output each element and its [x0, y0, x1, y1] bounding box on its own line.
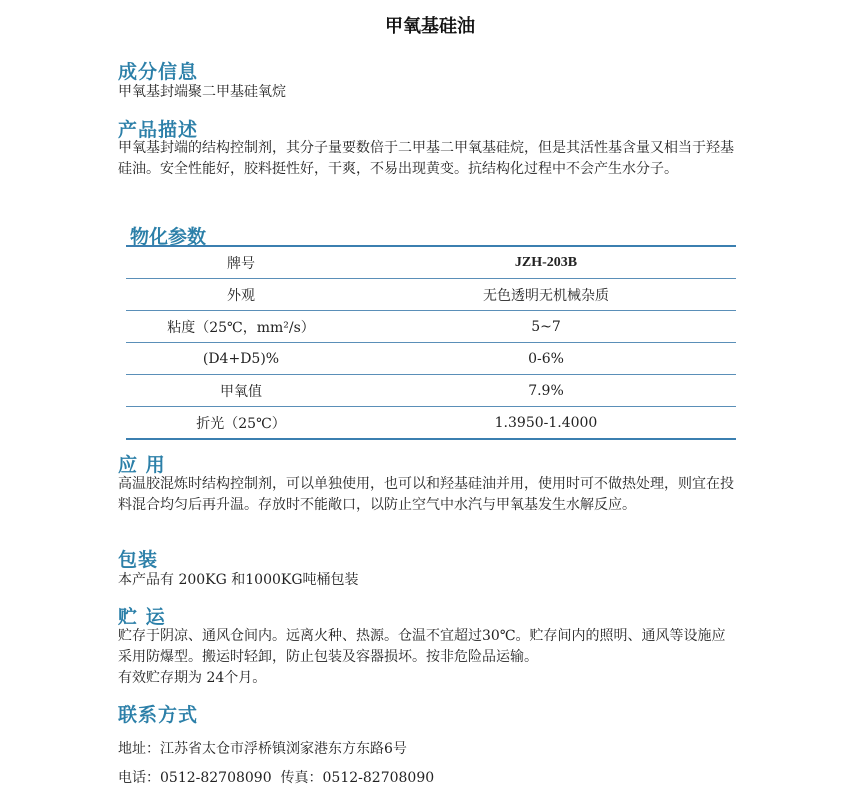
contact-phone-fax: 电话：0512-82708090 传真：0512-82708090 — [118, 770, 435, 786]
properties-table — [126, 245, 736, 440]
description-text: 甲氧基封端的结构控制剂，其分子量要数倍于二甲基二甲氧基硅烷，但是其活性基含量又相当于羟基硅油。安全性能好，胶料挺性好，干爽，不易出现黄变。抗结构化过程中不会产生水分子。 — [118, 140, 734, 177]
property-value: JZH-203B — [514, 254, 578, 270]
composition-text: 甲氧基封端聚二甲基硅氧烷 — [118, 84, 286, 100]
property-label: 牌号 — [227, 255, 255, 272]
application-text: 高温胶混炼时结构控制剂，可以单独使用，也可以和羟基硅油并用，使用时可不做热处理，则宜在投料混合均匀后再升温。存放时不能敞口，以防止空气中水汽与甲氧基发生水解反应。 — [118, 476, 734, 513]
storage-heading: 贮 运 — [118, 606, 166, 628]
contact-address: 地址：江苏省太仓市浮桥镇浏家港东方东路6号 — [118, 741, 407, 757]
contact-heading: 联系方式 — [118, 704, 199, 726]
property-value: 无色透明无机械杂质 — [483, 287, 609, 304]
property-label: 粘度（25℃，mm²/s） — [167, 319, 315, 336]
property-label: 折光（25℃） — [196, 415, 286, 432]
property-label: 甲氧值 — [220, 383, 262, 400]
table-row — [126, 342, 736, 374]
storage-text: 贮存于阴凉、通风仓间内。远离火种、热源。仓温不宜超过30℃。贮存间内的照明、通风等设施应采用防爆型。搬运时轻卸，防止包装及容器损坏。按非危险品运输。 — [118, 628, 726, 665]
table-row — [126, 310, 736, 342]
property-value: 1.3950-1.4000 — [494, 414, 598, 431]
properties-heading: 物化参数 — [130, 226, 207, 248]
property-value: 7.9% — [528, 382, 564, 399]
page-title: 甲氧基硅油 — [385, 16, 475, 37]
application-heading: 应 用 — [118, 454, 166, 476]
table-row — [126, 374, 736, 406]
table-row — [126, 247, 736, 278]
shelf-life-text: 有效贮存期为 24个月。 — [118, 670, 267, 686]
property-value: 5~7 — [531, 318, 561, 335]
property-value: 0-6% — [528, 350, 564, 367]
property-label: 外观 — [227, 287, 255, 304]
packaging-text: 本产品有 200KG 和1000KG吨桶包装 — [118, 572, 359, 588]
description-heading: 产品描述 — [118, 119, 199, 141]
property-label: (D4+D5)% — [202, 350, 280, 367]
table-row — [126, 406, 736, 438]
composition-heading: 成分信息 — [118, 61, 199, 83]
table-row — [126, 278, 736, 310]
packaging-heading: 包装 — [118, 549, 159, 571]
